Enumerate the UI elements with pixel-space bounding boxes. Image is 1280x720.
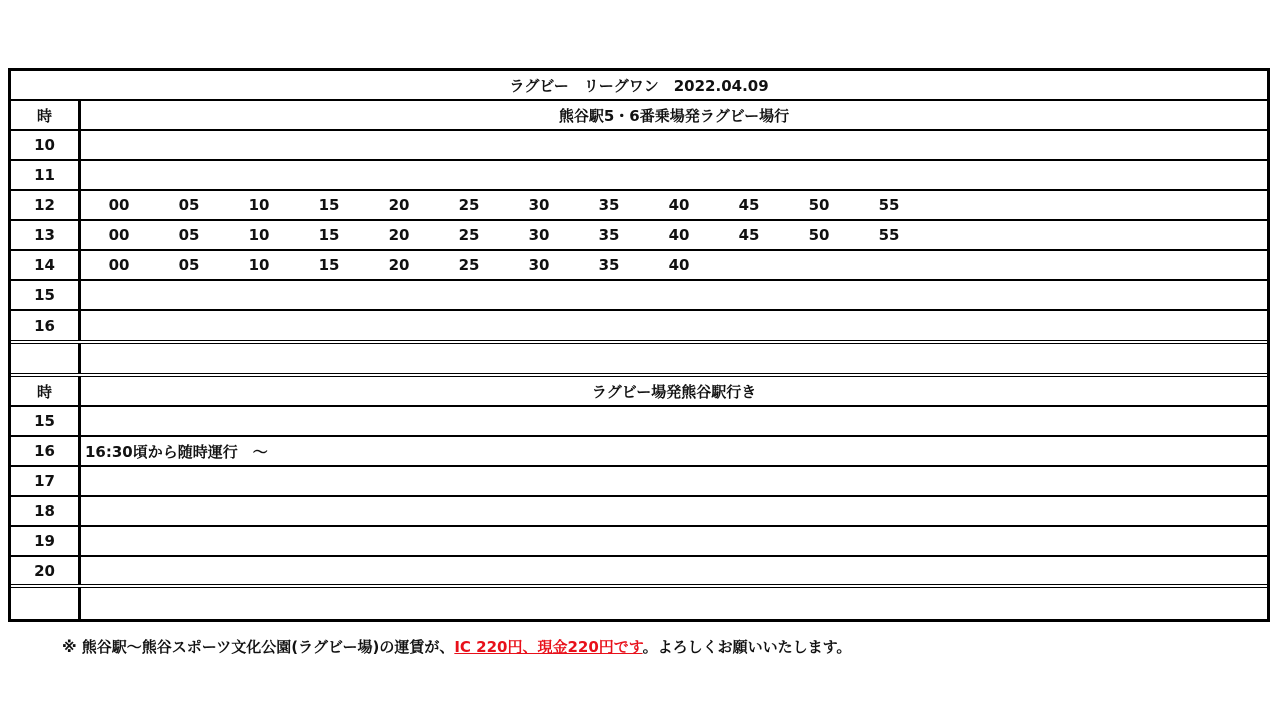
outbound-row: [11, 311, 1267, 344]
inbound-row: [11, 557, 1267, 588]
inbound-row: [11, 527, 1267, 557]
hour-header: 時: [11, 377, 81, 405]
departure-minute: 45: [738, 226, 760, 244]
outbound-header-row: [11, 101, 1267, 131]
bottom-empty-row: [11, 588, 1267, 622]
service-note-cell: [81, 437, 1267, 465]
departure-minute: 10: [248, 256, 270, 274]
hour-cell: 16: [11, 311, 81, 340]
departure-minute: 30: [528, 196, 550, 214]
service-note-cell: [81, 407, 1267, 435]
departure-minute: 15: [318, 256, 340, 274]
hour-cell: 19: [11, 527, 81, 555]
inbound-title: ラグビー場発熊谷駅行き: [591, 382, 757, 401]
fare-footnote: [62, 636, 851, 657]
departure-minute: 10: [248, 196, 270, 214]
departure-minute: 35: [598, 196, 620, 214]
departure-minute: 40: [668, 256, 690, 274]
minutes-cell: [81, 251, 1267, 279]
minutes-cell: [81, 281, 1267, 309]
departure-minute: 40: [668, 226, 690, 244]
departure-minute: 20: [388, 226, 410, 244]
minutes-cell: [81, 311, 1267, 340]
hour-cell: 16: [11, 437, 81, 465]
service-note: 16:30頃から随時運行 ～: [85, 442, 268, 461]
timetable: [8, 68, 1270, 622]
hour-cell: 15: [11, 407, 81, 435]
hour-cell: 11: [11, 161, 81, 189]
inbound-row: [11, 437, 1267, 467]
spacer-content-cell: [81, 344, 1267, 373]
hour-cell: 13: [11, 221, 81, 249]
spacer-row: [11, 344, 1267, 377]
minutes-cell: [81, 191, 1267, 219]
departure-minute: 35: [598, 256, 620, 274]
timetable-title: ラグビー リーグワン 2022.04.09: [509, 76, 769, 95]
departure-minute: 40: [668, 196, 690, 214]
outbound-row: [11, 131, 1267, 161]
departure-minute: 00: [108, 256, 130, 274]
departure-minute: 05: [178, 256, 200, 274]
departure-minute: 50: [808, 196, 830, 214]
outbound-row: [11, 161, 1267, 191]
inbound-row: [11, 467, 1267, 497]
departure-minute: 15: [318, 226, 340, 244]
departure-minute: 10: [248, 226, 270, 244]
departure-minute: 25: [458, 226, 480, 244]
inbound-header-row: [11, 377, 1267, 407]
title-row: [11, 71, 1267, 101]
inbound-row: [11, 497, 1267, 527]
service-note-cell: [81, 467, 1267, 495]
outbound-row: [11, 191, 1267, 221]
outbound-row: [11, 281, 1267, 311]
hour-cell: 17: [11, 467, 81, 495]
departure-minute: 25: [458, 196, 480, 214]
hour-cell: 18: [11, 497, 81, 525]
departure-minute: 30: [528, 226, 550, 244]
departure-minute: 55: [878, 196, 900, 214]
departure-minute: 20: [388, 196, 410, 214]
fare-highlight: IC 220円、現金220円です: [454, 638, 643, 656]
departure-minute: 05: [178, 226, 200, 244]
footnote-prefix: ※ 熊谷駅～熊谷スポーツ文化公園(ラグビー場)の運賃が、: [62, 638, 455, 656]
bottom-hour-cell: [11, 588, 81, 622]
spacer-hour-cell: [11, 344, 81, 373]
outbound-row: [11, 221, 1267, 251]
bottom-content-cell: [81, 588, 1267, 622]
minutes-cell: [81, 131, 1267, 159]
hour-cell: 15: [11, 281, 81, 309]
departure-minute: 55: [878, 226, 900, 244]
departure-minute: 05: [178, 196, 200, 214]
service-note-cell: [81, 527, 1267, 555]
departure-minute: 15: [318, 196, 340, 214]
minutes-cell: [81, 221, 1267, 249]
departure-minute: 45: [738, 196, 760, 214]
departure-minute: 00: [108, 196, 130, 214]
departure-minute: 25: [458, 256, 480, 274]
departure-minute: 35: [598, 226, 620, 244]
hour-cell: 12: [11, 191, 81, 219]
hour-cell: 14: [11, 251, 81, 279]
departure-minute: 30: [528, 256, 550, 274]
footnote-suffix: 。よろしくお願いいたします。: [642, 638, 852, 656]
hour-header: 時: [11, 101, 81, 129]
inbound-row: [11, 407, 1267, 437]
hour-cell: 10: [11, 131, 81, 159]
service-note-cell: [81, 497, 1267, 525]
departure-minute: 00: [108, 226, 130, 244]
outbound-row: [11, 251, 1267, 281]
hour-cell: 20: [11, 557, 81, 584]
departure-minute: 50: [808, 226, 830, 244]
departure-minute: 20: [388, 256, 410, 274]
minutes-cell: [81, 161, 1267, 189]
outbound-title: 熊谷駅5・6番乗場発ラグビー場行: [558, 106, 790, 125]
service-note-cell: [81, 557, 1267, 584]
